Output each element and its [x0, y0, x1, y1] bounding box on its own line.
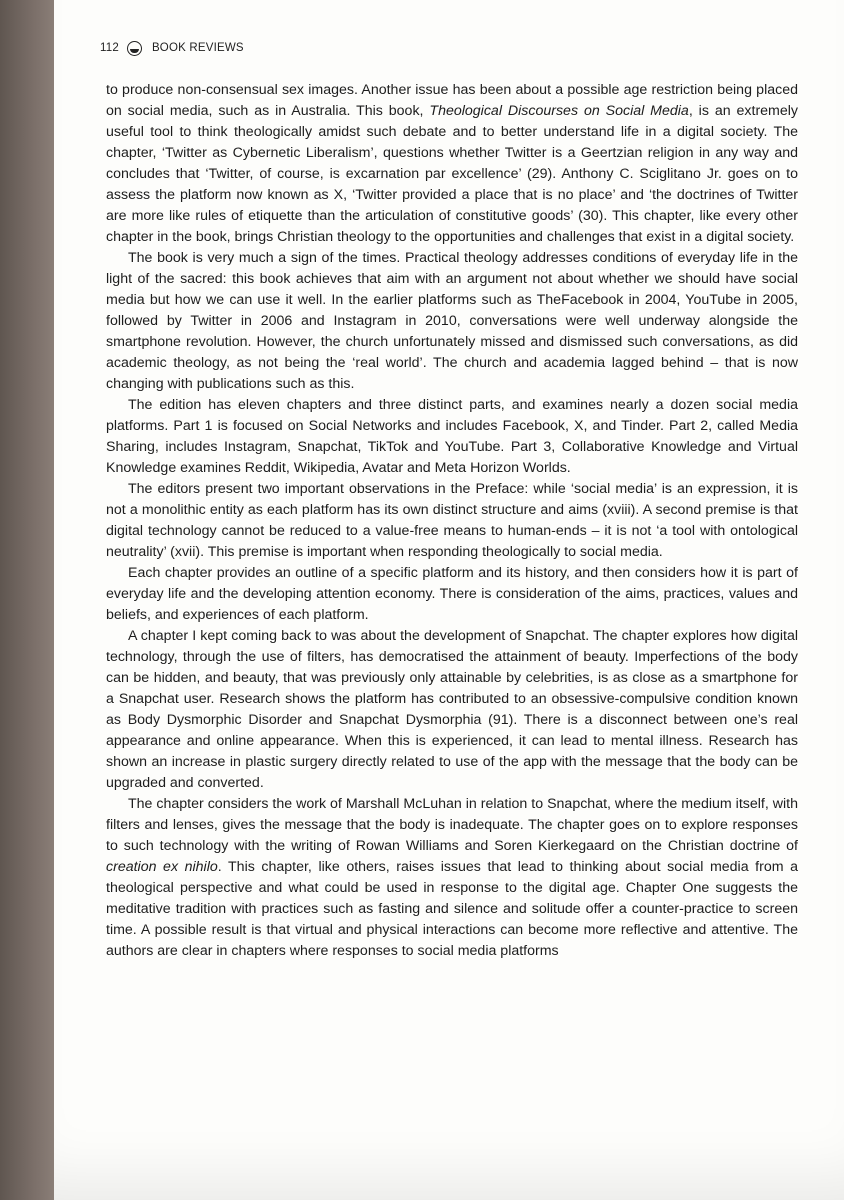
- book-page: [54, 0, 844, 1200]
- text-run: , is an extremely useful tool to think theologically amidst such debate and to better understand life in a digital society. The chapter, ‘Twitter as Cybernetic Liberalism’, questions whether Twitter is a Geertzian religion in any way and concludes that ‘Twitter, of course, is excarnation par excellence’ (29). Anthony C. Sciglitano Jr. goes on to assess the platform now known as X, ‘Twitter provided a place that is no place’ and ‘the doctrines of Twitter are more like rules of etiquette than the articulation of constitutive goods’ (30). This chapter, like every other chapter in the book, brings Christian theology to the opportunities and challenges that exist in a digital society.: [106, 103, 799, 245]
- paragraph: [106, 248, 798, 395]
- text-run: Each chapter provides an outline of a specific platform and its history, and then considers how it is part of everyday life and the developing attention economy. There is consideration of the aims, practices, values and beliefs, and experiences of each platform.: [106, 565, 798, 623]
- publisher-logo-icon: [127, 41, 142, 56]
- paragraph: [106, 80, 798, 248]
- running-header: [100, 38, 244, 58]
- text-run: The chapter considers the work of Marshall McLuhan in relation to Snapchat, where the medium itself, with filters and lenses, gives the message that the body is inadequate. The chapter goes on to explore responses to such technology with the writing of Rowan Williams and Soren Kierkegaard on the Christian doctrine of: [106, 796, 798, 854]
- page-number: 112: [100, 42, 119, 54]
- paragraph: [106, 395, 798, 479]
- text-run: . This chapter, like others, raises issues that lead to thinking about social media from a theological perspective and what could be used in response to the digital age. Chapter One suggests the meditative tradition with practices such as fasting and silence and solitude offer a counter-practice to screen time. A possible result is that virtual and physical interactions can become more reflective and attentive. The authors are clear in chapters where responses to social media platforms: [106, 859, 799, 959]
- text-run: The editors present two important observations in the Preface: while ‘social media’ is an expression, it is not a monolithic entity as each platform has its own distinct structure and aims (xviii). A second premise is that digital technology cannot be reduced to a value-free means to human-ends – it is not ‘a tool with ontological neutrality’ (xvii). This premise is important when responding theologically to social media.: [106, 481, 798, 560]
- scan-background: [0, 0, 54, 1200]
- text-run: The edition has eleven chapters and three distinct parts, and examines nearly a dozen social media platforms. Part 1 is focused on Social Networks and includes Facebook, X, and Tinder. Part 2, called Media Sharing, includes Instagram, Snapchat, TikTok and YouTube. Part 3, Collaborative Knowledge and Virtual Knowledge examines Reddit, Wikipedia, Avatar and Meta Horizon Worlds.: [106, 397, 798, 476]
- running-title: BOOK REVIEWS: [151, 42, 244, 54]
- paragraph: [106, 794, 798, 962]
- paragraph: [106, 626, 798, 794]
- text-run: A chapter I kept coming back to was about the development of Snapchat. The chapter explores how digital technology, through the use of filters, has democratised the attainment of beauty. Imperfections of the body can be hidden, and beauty, that was previously only attainable by celebrities, is as close as a smartphone for a Snapchat user. Research shows the platform has contributed to an obsessive-compulsive condition known as Body Dysmorphic Disorder and Snapchat Dysmorphia (91). There is a disconnect between one’s real appearance and online appearance. When this is experienced, it can lead to mental illness. Research has shown an increase in plastic surgery directly related to use of the app with the message that the body can be upgraded and converted.: [106, 628, 798, 791]
- paragraph: [106, 479, 798, 563]
- text-run: The book is very much a sign of the times. Practical theology addresses conditions of everyday life in the light of the sacred: this book achieves that aim with an argument not about whether we should have social media but how we can use it well. In the earlier platforms such as TheFacebook in 2004, YouTube in 2005, followed by Twitter in 2006 and Instagram in 2010, conversations were well underway alongside the smartphone revolution. However, the church unfortunately missed and dismissed such conversations, as did academic theology, as not being the ‘real world’. The church and academia lagged behind – that is now changing with publications such as this.: [106, 250, 798, 392]
- review-body: [106, 80, 798, 962]
- text-run: to produce non-consensual sex images. Another issue has been about a possible age restriction being placed on social media, such as in Australia. This book,: [106, 82, 798, 119]
- latin-phrase: creation ex nihilo: [106, 859, 218, 875]
- book-title: Theological Discourses on Social Media: [429, 103, 689, 119]
- paragraph: [106, 563, 798, 626]
